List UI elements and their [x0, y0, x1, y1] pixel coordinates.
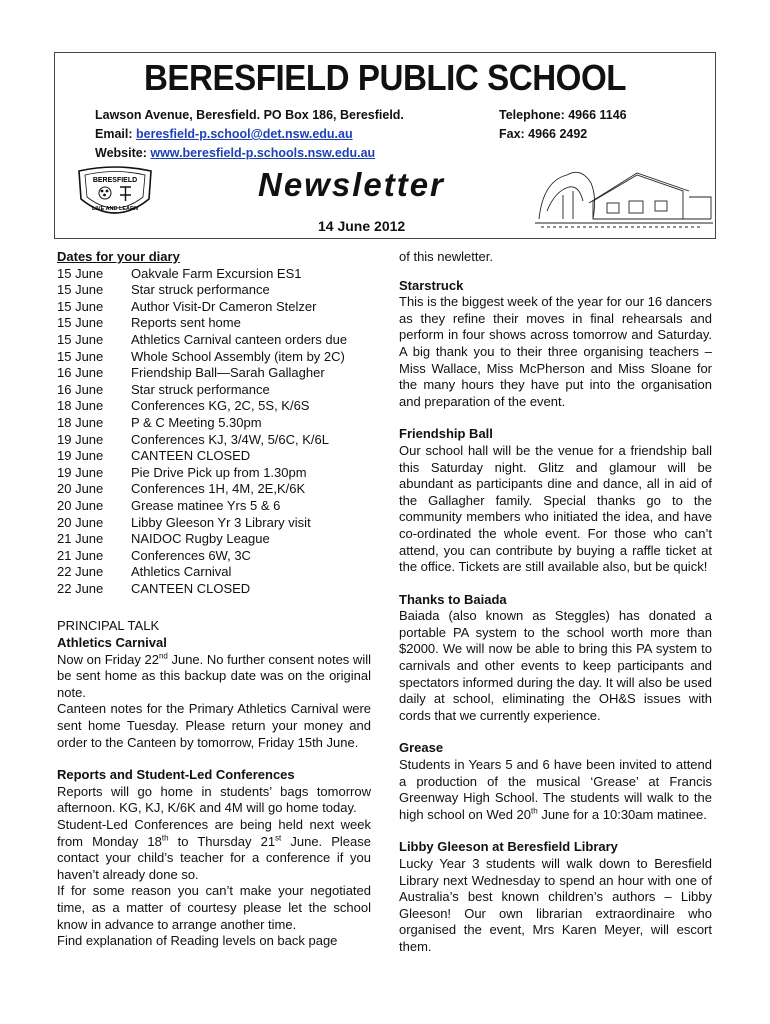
reports-title: Reports and Student-Led Conferences — [57, 767, 295, 783]
athletics-text: June. No further consent notes will be sent home as this backup date was on the original note. — [57, 651, 371, 700]
email-link[interactable]: beresfield-p.school@det.nsw.edu.au — [136, 127, 353, 141]
diary-event: Grease matinee Yrs 5 & 6 — [131, 497, 281, 513]
diary-date: 18 June — [57, 398, 104, 414]
principal-heading: PRINCIPAL TALK — [57, 618, 160, 634]
crest-name: BERESFIELD — [92, 177, 138, 184]
diary-entry — [57, 415, 371, 432]
reports-paragraph-2 — [57, 817, 371, 883]
diary-date: 21 June — [57, 531, 104, 547]
baiada-title: Thanks to Baiada — [399, 591, 507, 607]
diary-event: CANTEEN CLOSED — [131, 580, 251, 596]
newsletter-title: Newsletter — [258, 166, 445, 203]
crest-motto: LIVE AND LEARN — [92, 206, 138, 212]
diary-event: Conferences 1H, 4M, 2E,K/6K — [131, 481, 306, 497]
diary-event: Oakvale Farm Excursion ES1 — [131, 265, 302, 281]
grease-title: Grease — [399, 740, 444, 756]
diary-event: Conferences 6W, 3C — [131, 547, 251, 563]
diary-entry — [57, 332, 371, 349]
reports-text: to Thursday 21 — [168, 833, 276, 849]
diary-date: 19 June — [57, 448, 104, 464]
diary-date: 22 June — [57, 580, 104, 596]
diary-event: Libby Gleeson Yr 3 Library visit — [131, 514, 311, 530]
diary-date: 16 June — [57, 381, 104, 397]
athletics-title: Athletics Carnival — [57, 635, 167, 651]
diary-entry — [57, 548, 371, 565]
diary-event: Whole School Assembly (item by 2C) — [131, 348, 345, 364]
diary-date: 15 June — [57, 265, 104, 281]
diary-entry — [57, 382, 371, 399]
masthead — [54, 52, 716, 239]
diary-date: 21 June — [57, 547, 104, 563]
school-fax: Fax: 4966 2492 — [499, 127, 588, 141]
diary-date: 16 June — [57, 365, 104, 381]
diary-date: 19 June — [57, 431, 104, 447]
issue-date: 14 June 2012 — [318, 218, 406, 234]
diary-entry — [57, 448, 371, 465]
diary-entry — [57, 465, 371, 482]
diary-date: 18 June — [57, 414, 104, 430]
diary-entry — [57, 515, 371, 532]
diary-entry — [57, 282, 371, 299]
ordinal-suffix: st — [275, 833, 282, 843]
diary-entry — [57, 564, 371, 581]
diary-event: Pie Drive Pick up from 1.30pm — [131, 464, 307, 480]
diary-date: 15 June — [57, 348, 104, 364]
starstruck-title: Starstruck — [399, 277, 464, 293]
reports-paragraph-1: Reports will go home in students’ bags tomorrow afternoon. KG, KJ, K/6K and 4M will go home today. — [57, 783, 371, 816]
libby-gleeson-paragraph: Lucky Year 3 students will walk down to Beresfield Library next Wednesday to spend an hour with one of Australia’s best known children’s authors – Libby Gleeson! Our own librarian extraordinaire who organised the event, Mrs Karen Meyer, will escort them. — [399, 856, 712, 954]
diary-date: 19 June — [57, 464, 104, 480]
ordinal-suffix: th — [161, 833, 169, 843]
ordinal-suffix: th — [531, 806, 538, 816]
diary-date: 15 June — [57, 298, 104, 314]
school-address: Lawson Avenue, Beresfield. PO Box 186, Beresfield. — [95, 108, 404, 122]
diary-entry — [57, 432, 371, 449]
diary-date: 20 June — [57, 497, 104, 513]
school-crest-icon — [73, 165, 157, 227]
reports-text: Student-Led Conferences are being held next week from Monday 18 — [57, 817, 371, 849]
left-column — [57, 249, 371, 950]
grease-text: Students in Years 5 and 6 have been invited to attend a production of the musical ‘Grease’ at Francis Greenway High School. The students will walk to the high school on Wed 20 — [399, 757, 712, 822]
athletics-text: Now on Friday 22 — [57, 651, 159, 667]
diary-date: 20 June — [57, 481, 104, 497]
diary-event: Star struck performance — [131, 282, 270, 298]
reports-text: June. Please contact your child’s teacher for a conference if you haven’t already done so. — [57, 833, 371, 882]
diary-list — [57, 266, 371, 598]
website-label: Website: — [95, 146, 147, 160]
diary-entry — [57, 498, 371, 515]
ordinal-suffix: nd — [158, 651, 168, 661]
friendship-ball-title: Friendship Ball — [399, 426, 493, 442]
diary-event: CANTEEN CLOSED — [131, 448, 251, 464]
email-label: Email: — [95, 127, 133, 141]
diary-entry — [57, 299, 371, 316]
school-building-sketch-icon — [533, 161, 715, 233]
diary-entry — [57, 531, 371, 548]
diary-date: 20 June — [57, 514, 104, 530]
diary-event: NAIDOC Rugby League — [131, 531, 270, 547]
athletics-paragraph-2: Canteen notes for the Primary Athletics Carnival were sent home Tuesday. Please return your money and order to the Canteen by tomorrow, Friday 15th June. — [57, 701, 371, 750]
diary-event: Star struck performance — [131, 381, 270, 397]
libby-gleeson-title: Libby Gleeson at Beresfield Library — [399, 839, 618, 855]
diary-event: P & C Meeting 5.30pm — [131, 414, 262, 430]
starstruck-paragraph: This is the biggest week of the year for our 16 dancers as they refine their moves in final rehearsals and perform in four shows across tomorrow and Saturday. A big thank you to their three organising teachers – Miss Wallace, Miss McPherson and Miss Sloane for the many hours they have put into the organisation and preparation of the event. — [399, 294, 712, 409]
diary-event: Conferences KG, 2C, 5S, K/6S — [131, 398, 310, 414]
friendship-ball-paragraph: Our school hall will be the venue for a friendship ball this Saturday night. Glitz and glamour will be abundant as participants dine and dance, all in aid of the Gallagher family. Special thanks go to the community members who initiated the idea, and have co-ordinated the whole event. For those who can’t attend, you can contribute by buying a raffle ticket at the office. Tickets are still available also, but be quick! — [399, 442, 712, 575]
diary-entry — [57, 315, 371, 332]
diary-event: Conferences KJ, 3/4W, 5/6C, K/6L — [131, 431, 329, 447]
diary-entry — [57, 398, 371, 415]
diary-date: 22 June — [57, 564, 104, 580]
email-line — [95, 127, 353, 141]
grease-paragraph — [399, 757, 712, 823]
diary-date: 15 June — [57, 315, 104, 331]
reports-paragraph-4: Find explanation of Reading levels on back page — [57, 933, 338, 949]
diary-date: 15 June — [57, 331, 104, 347]
website-line — [95, 146, 375, 160]
diary-entry — [57, 365, 371, 382]
athletics-paragraph-1 — [57, 652, 371, 702]
diary-event: Friendship Ball—Sarah Gallagher — [131, 365, 325, 381]
school-telephone: Telephone: 4966 1146 — [499, 108, 627, 122]
grease-text: June for a 10:30am matinee. — [537, 806, 707, 822]
diary-entry — [57, 349, 371, 366]
diary-entry — [57, 581, 371, 598]
website-link[interactable]: www.beresfield-p.schools.nsw.edu.au — [150, 146, 376, 160]
diary-event: Reports sent home — [131, 315, 241, 331]
diary-event: Author Visit-Dr Cameron Stelzer — [131, 298, 317, 314]
diary-event: Athletics Carnival — [131, 564, 232, 580]
continuation-text: of this newletter. — [399, 249, 493, 264]
baiada-paragraph: Baiada (also known as Steggles) has donated a portable PA system to the school worth more than $2000. We will now be able to bring this PA system to carnivals and other events to keep participants and spectators informed during the day. It will also be used daily at school, eliminating the OH&S issues with cords that we currently experience. — [399, 608, 712, 723]
diary-date: 15 June — [57, 282, 104, 298]
diary-event: Athletics Carnival canteen orders due — [131, 331, 348, 347]
diary-entry — [57, 481, 371, 498]
reports-paragraph-3: If for some reason you can’t make your negotiated time, as a matter of courtesy please let the school know in advance to arrange another time. — [57, 883, 371, 932]
diary-entry — [57, 266, 371, 283]
right-column — [399, 249, 712, 956]
school-name: BERESFIELD PUBLIC SCHOOL — [143, 57, 627, 98]
diary-title: Dates for your diary — [57, 249, 180, 264]
